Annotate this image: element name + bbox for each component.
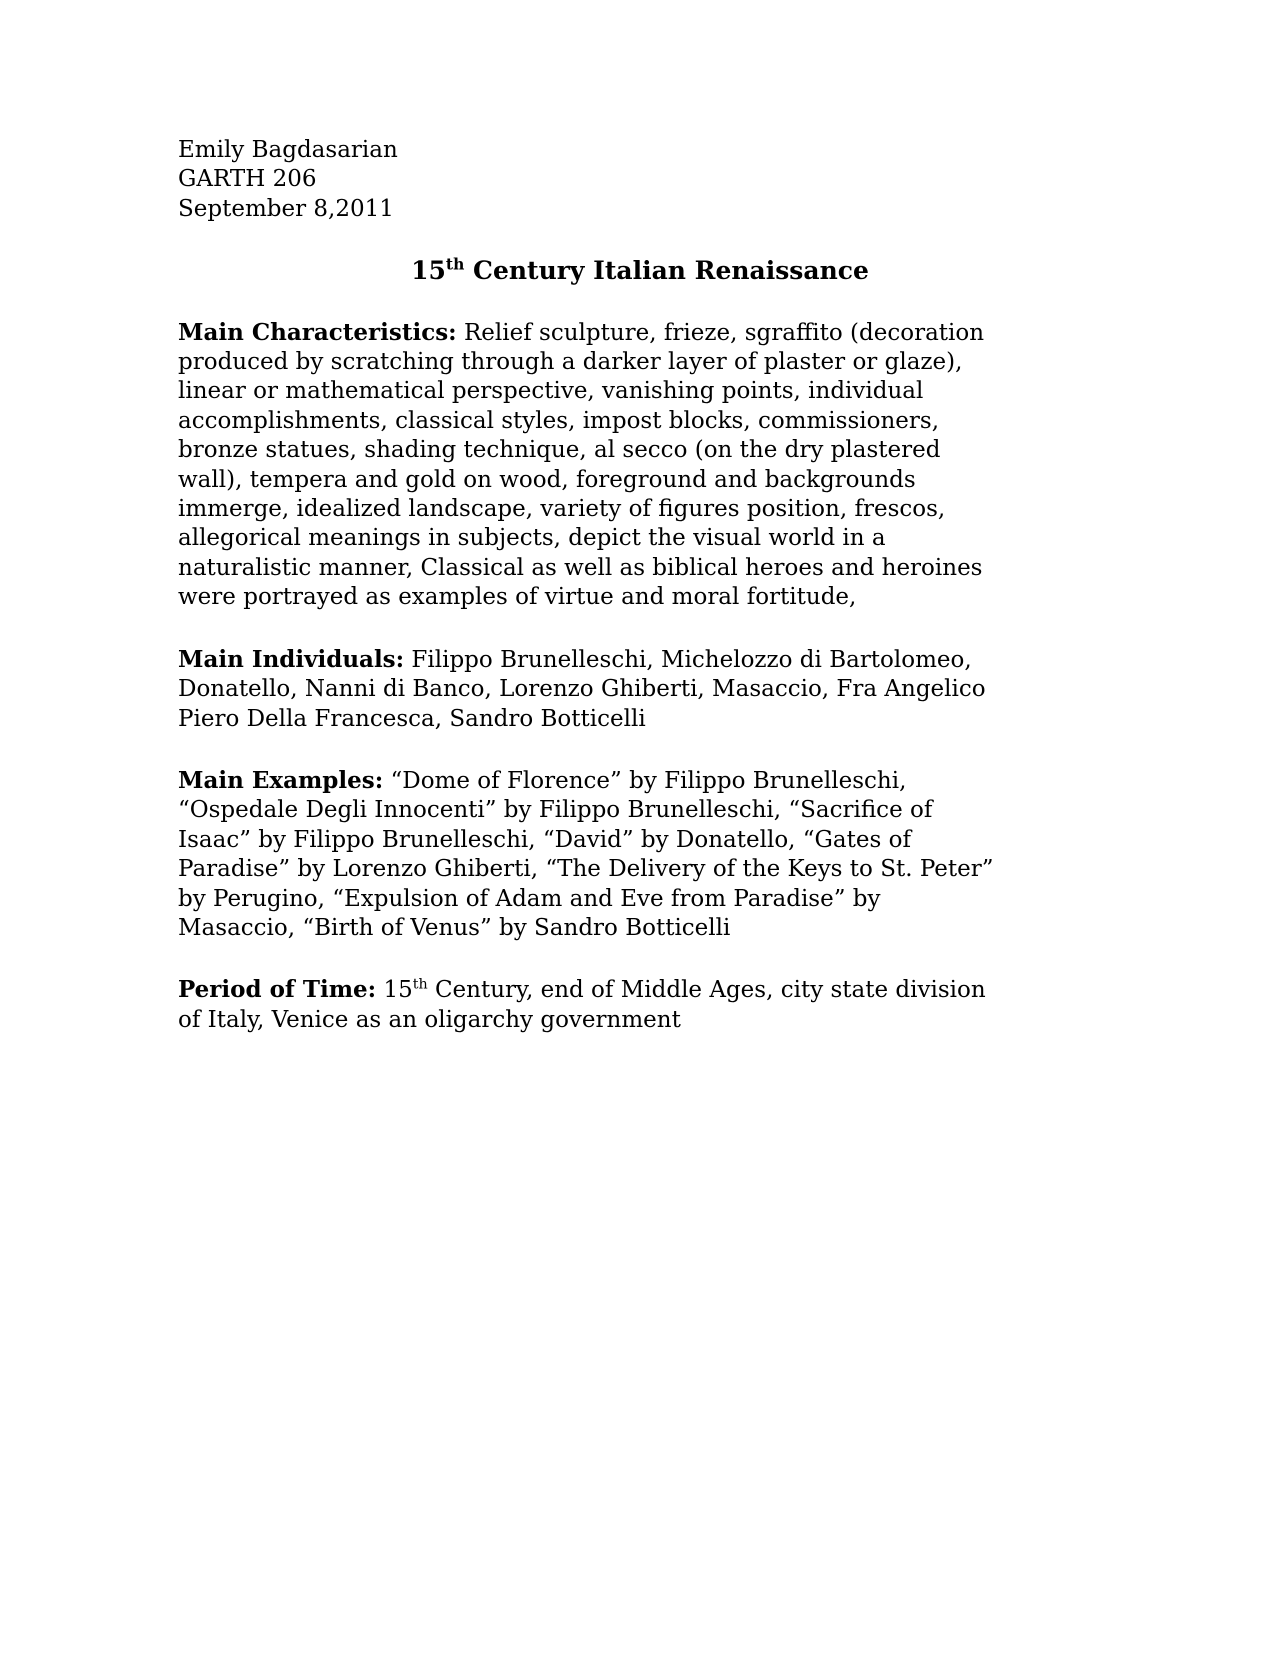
text-run: Filippo Brunelleschi, Michelozzo di Bartolomeo, bbox=[404, 646, 972, 673]
date-line: September 8,2011 bbox=[178, 195, 394, 222]
text-run: 15 bbox=[376, 977, 413, 1004]
text-line: Donatello, Nanni di Banco, Lorenzo Ghiberti, Masaccio, Fra Angelico bbox=[178, 676, 986, 703]
text-line: of Italy, Venice as an oligarchy government bbox=[178, 1006, 681, 1033]
text-line bbox=[178, 766, 1102, 796]
text-line: produced by scratching through a darker layer of plaster or glaze), bbox=[178, 349, 963, 376]
section-label: Main Individuals: bbox=[178, 645, 405, 673]
text-line: Masaccio, “Birth of Venus” by Sandro Botticelli bbox=[178, 914, 731, 941]
document-page bbox=[178, 136, 1102, 1067]
text-line: bronze statues, shading technique, al secco (on the dry plastered bbox=[178, 437, 941, 464]
text-line: Isaac” by Filippo Brunelleschi, “David” by Donatello, “Gates of bbox=[178, 826, 911, 853]
text-line bbox=[178, 318, 1102, 348]
text-line: by Perugino, “Expulsion of Adam and Eve from Paradise” by bbox=[178, 885, 881, 912]
text-line: allegorical meanings in subjects, depict the visual world in a bbox=[178, 525, 886, 552]
text-line: Piero Della Francesca, Sandro Botticelli bbox=[178, 705, 646, 732]
text-line: were portrayed as examples of virtue and moral fortitude, bbox=[178, 584, 857, 611]
text-run: Century, end of Middle Ages, city state division bbox=[427, 977, 986, 1004]
text-line: linear or mathematical perspective, vanishing points, individual bbox=[178, 378, 924, 405]
text-line bbox=[178, 645, 1102, 675]
section-label: Main Characteristics: bbox=[178, 318, 457, 346]
text-line: accomplishments, classical styles, impost blocks, commissioners, bbox=[178, 407, 939, 434]
period-superscript: th bbox=[412, 976, 428, 993]
section-label: Main Examples: bbox=[178, 766, 384, 794]
text-run: Relief sculpture, frieze, sgraffito (decoration bbox=[456, 319, 985, 346]
document-title bbox=[178, 256, 1102, 285]
title-text: Century Italian Renaissance bbox=[464, 256, 869, 286]
section-period-of-time bbox=[178, 975, 1102, 1035]
text-line: naturalistic manner, Classical as well as biblical heroes and heroines bbox=[178, 554, 983, 581]
text-line: “Ospedale Degli Innocenti” by Filippo Brunelleschi, “Sacrifice of bbox=[178, 797, 933, 824]
section-label: Period of Time: bbox=[178, 976, 377, 1004]
section-main-characteristics bbox=[178, 318, 1102, 613]
text-line: immerge, idealized landscape, variety of figures position, frescos, bbox=[178, 496, 946, 523]
section-main-individuals bbox=[178, 645, 1102, 734]
document-header bbox=[178, 136, 1102, 224]
section-main-examples bbox=[178, 766, 1102, 943]
course-line: GARTH 206 bbox=[178, 166, 317, 193]
title-superscript: th bbox=[445, 254, 465, 274]
author-line: Emily Bagdasarian bbox=[178, 137, 398, 163]
text-line: Paradise” by Lorenzo Ghiberti, “The Delivery of the Keys to St. Peter” bbox=[178, 856, 994, 883]
text-line: wall), tempera and gold on wood, foreground and backgrounds bbox=[178, 466, 916, 493]
text-line bbox=[178, 975, 1102, 1005]
text-run: “Dome of Florence” by Filippo Brunelleschi, bbox=[383, 767, 907, 794]
title-number: 15 bbox=[411, 256, 446, 286]
